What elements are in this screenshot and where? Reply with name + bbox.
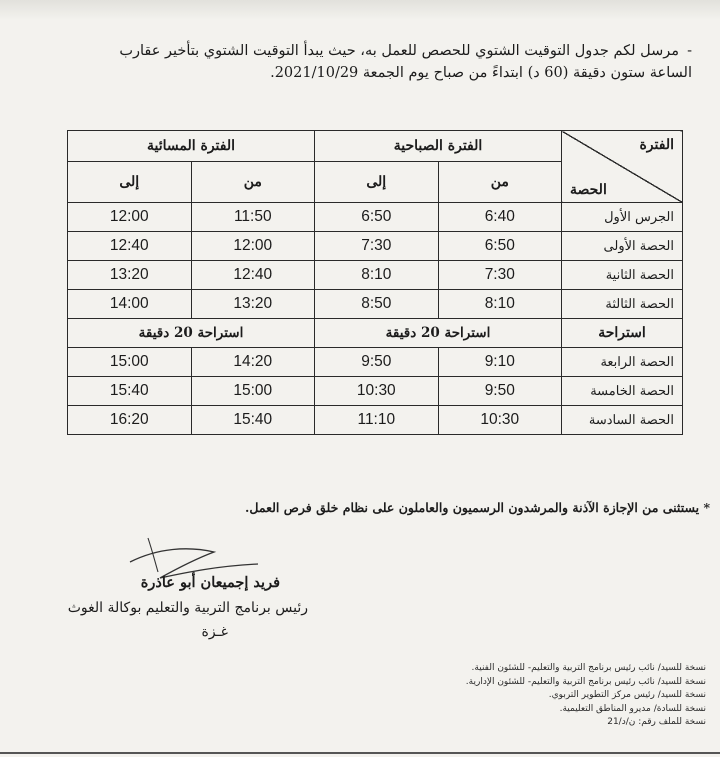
table-row: [68, 290, 683, 319]
evening-period-header: الفترة المسائية: [68, 131, 315, 162]
morning-break-cell: استراحة 20 دقيقة: [315, 319, 562, 348]
evening-to-cell: 12:00: [68, 203, 192, 232]
class-label-cell: الجرس الأول: [562, 203, 683, 232]
dash-bullet: -: [687, 43, 692, 59]
copy-line: نسخة للسيد/ نائب رئيس برنامج التربية والتعليم- للشئون الفنية.: [471, 663, 706, 673]
table-row: [68, 232, 683, 261]
signatory-name: فريد إجميعان أبو عاذرة: [140, 574, 280, 591]
copy-line: نسخة للسادة/ مديرو المناطق التعليمية.: [559, 703, 706, 714]
intro-line-2: الساعة ستون دقيقة (60 د) ابتداءً من صباح يوم الجمعة 2021/10/29.: [270, 65, 692, 81]
copies-list: [286, 662, 706, 730]
morning-to-cell: 7:30: [315, 232, 439, 261]
evening-from-cell: 15:40: [191, 406, 314, 435]
morning-to-header: إلى: [315, 162, 439, 203]
morning-from-cell: 6:40: [438, 203, 561, 232]
corner-class-label: الحصة: [570, 182, 607, 198]
evening-from-cell: 11:50: [191, 203, 314, 232]
table-row: [68, 377, 683, 406]
evening-from-header: من: [191, 162, 314, 203]
evening-from-cell: 15:00: [191, 377, 314, 406]
class-label-cell: الحصة الرابعة: [562, 348, 683, 377]
exemption-note: * يستثنى من الإجازة الآذنة والمرشدون الرسميون والعاملون على نظام خلق فرص العمل.: [245, 500, 710, 515]
evening-to-cell: 13:20: [68, 261, 192, 290]
intro-line-1: [42, 40, 692, 62]
class-label-cell: الحصة السادسة: [562, 406, 683, 435]
intro-text-1: مرسل لكم جدول التوقيت الشتوي للحصص للعمل به، حيث يبدأ التوقيت الشتوي بتأخير عقارب: [119, 43, 680, 59]
corner-period-label: الفترة: [639, 137, 674, 153]
morning-from-header: من: [438, 162, 561, 203]
morning-to-cell: 6:50: [315, 203, 439, 232]
evening-from-cell: 13:20: [191, 290, 314, 319]
copy-line: نسخة للسيد/ رئيس مركز التطوير التربوي.: [548, 690, 706, 700]
evening-to-cell: 14:00: [68, 290, 192, 319]
morning-to-cell: 10:30: [315, 377, 439, 406]
morning-to-cell: 11:10: [315, 406, 439, 435]
copy-line: نسخة للملف رقم: ن/د/21: [607, 717, 706, 727]
morning-from-cell: 7:30: [438, 261, 561, 290]
evening-from-cell: 14:20: [191, 348, 314, 377]
class-label-cell: الحصة الثالثة: [562, 290, 683, 319]
morning-period-header: الفترة الصباحية: [315, 131, 562, 162]
evening-from-cell: 12:00: [191, 232, 314, 261]
intro-paragraph: [42, 40, 692, 84]
signatory-city: غـزة: [201, 624, 228, 640]
corner-header-cell: [562, 131, 683, 203]
morning-from-cell: 9:10: [438, 348, 561, 377]
morning-from-cell: 10:30: [438, 406, 561, 435]
evening-to-cell: 15:00: [68, 348, 192, 377]
break-label-cell: استراحة: [562, 319, 683, 348]
copy-line: نسخة للسيد/ نائب رئيس برنامج التربية والتعليم- للشئون الإدارية.: [465, 676, 706, 687]
morning-from-cell: 6:50: [438, 232, 561, 261]
evening-to-cell: 15:40: [68, 377, 192, 406]
page-top-edge: [0, 0, 720, 20]
table-row: [68, 406, 683, 435]
morning-from-cell: 8:10: [438, 290, 561, 319]
header-row-periods: [68, 131, 683, 162]
morning-from-cell: 9:50: [438, 377, 561, 406]
evening-from-cell: 12:40: [191, 261, 314, 290]
evening-to-cell: 16:20: [68, 406, 192, 435]
break-row: [68, 319, 683, 348]
class-label-cell: الحصة الخامسة: [562, 377, 683, 406]
table-row: [68, 261, 683, 290]
morning-to-cell: 8:50: [315, 290, 439, 319]
evening-to-cell: 12:40: [68, 232, 192, 261]
evening-to-header: إلى: [68, 162, 192, 203]
class-label-cell: الحصة الثانية: [562, 261, 683, 290]
morning-to-cell: 9:50: [315, 348, 439, 377]
page-bottom-edge: [0, 752, 720, 754]
class-label-cell: الحصة الأولى: [562, 232, 683, 261]
signatory-title: رئيس برنامج التربية والتعليم بوكالة الغوث: [67, 600, 308, 616]
evening-break-cell: استراحة 20 دقيقة: [68, 319, 315, 348]
table-row: [68, 203, 683, 232]
morning-to-cell: 8:10: [315, 261, 439, 290]
table-row: [68, 348, 683, 377]
schedule-table: [67, 130, 683, 435]
